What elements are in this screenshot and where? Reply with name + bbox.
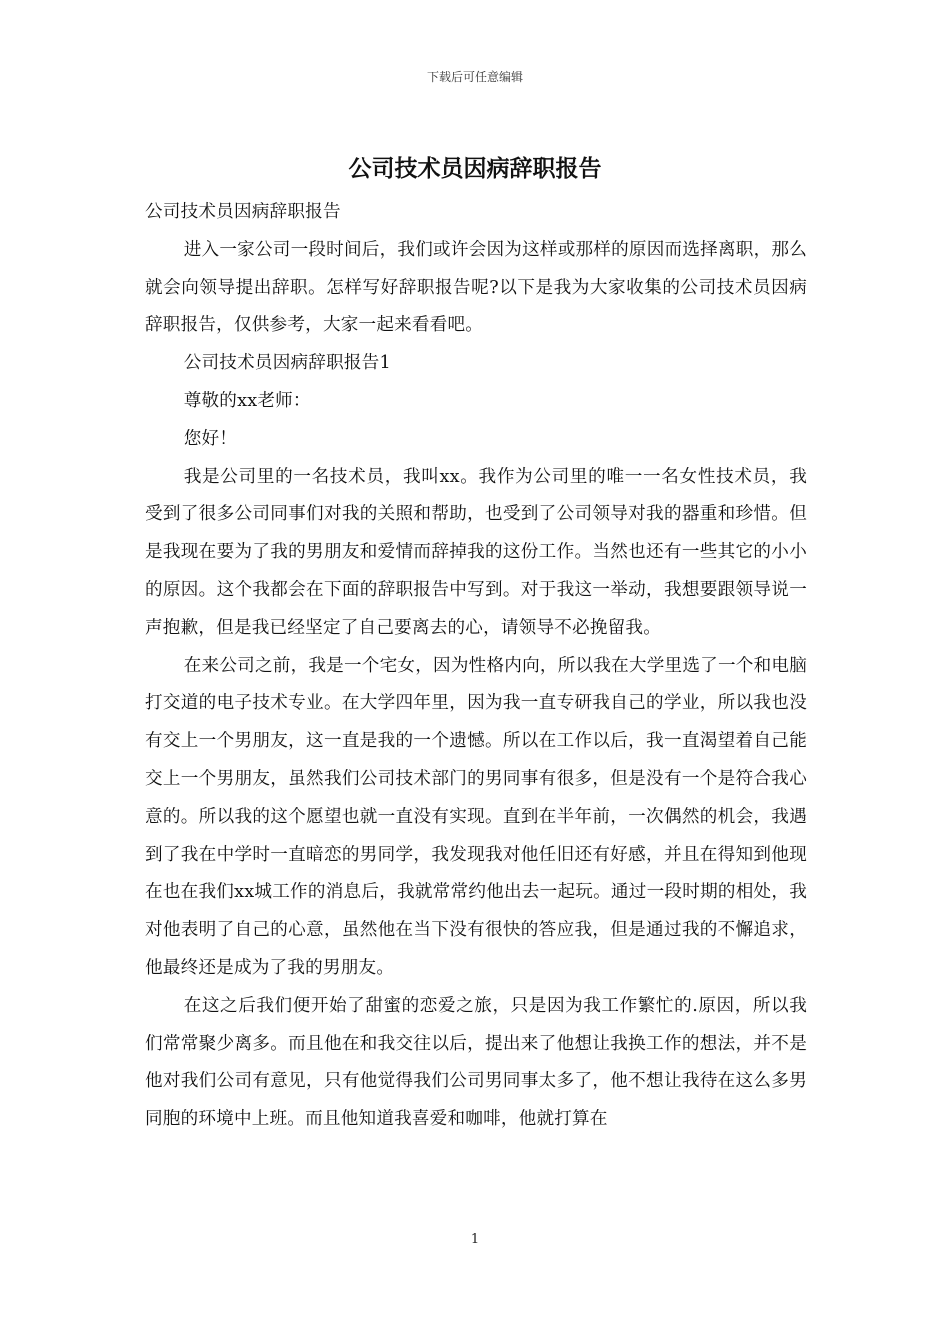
page-header-note: 下载后可任意编辑 bbox=[426, 70, 523, 84]
intro-paragraph: 进入一家公司一段时间后，我们或许会因为这样或那样的原因而选择离职，那么就会向领导提出辞职。怎样写好辞职报告呢?以下是我为大家收集的公司技术员因病辞职报告，仅供参考，大家一起来看看吧。 bbox=[145, 239, 807, 336]
document-title: 公司技术员因病辞职报告 bbox=[348, 155, 602, 182]
body-paragraph: 我是公司里的一名技术员，我叫xx。我作为公司里的唯一一名女性技术员，我受到了很多公司同事们对我的关照和帮助，也受到了公司领导对我的器重和珍惜。但是我现在要为了我的男朋友和爱情而辞掉我的这份工作。当然也还有一些其它的小小的原因。这个我都会在下面的辞职报告中写到。对于我这一举动，我想要跟领导说一声抱歉，但是我已经坚定了自己要离去的心，请领导不必挽留我。 bbox=[145, 466, 807, 638]
greeting: 您好！ bbox=[183, 428, 238, 449]
subtitle-paragraph: 公司技术员因病辞职报告 bbox=[145, 202, 341, 222]
body-paragraph: 在来公司之前，我是一个宅女，因为性格内向，所以我在大学里选了一个和电脑打交道的电子技术专业。在大学四年里，因为我一直专研我自己的学业，所以我也没有交上一个男朋友，这一直是我的一个遗憾。所以在工作以后，我一直渴望着自己能交上一个男朋友，虽然我们公司技术部门的男同事有很多，但是没有一个是符合我心意的。所以我的这个愿望也就一直没有实现。直到在半年前，一次偶然的机会，我遇到了我在中学时一直暗恋的男同学，我发现我对他任旧还有好感，并且在得知到他现在也在我们xx城工作的消息后，我就常常约他出去一起玩。通过一段时期的相处，我对他表明了自己的心意，虽然他在当下没有很快的答应我，但是通过我的不懈追求，他最终还是成为了我的男朋友。 bbox=[145, 655, 807, 978]
page-number: 1 bbox=[470, 1232, 480, 1247]
section-heading: 公司技术员因病辞职报告1 bbox=[183, 353, 391, 374]
document-body bbox=[145, 194, 807, 1139]
salutation: 尊敬的xx老师： bbox=[183, 390, 311, 411]
body-paragraph: 在这之后我们便开始了甜蜜的恋爱之旅，只是因为我工作繁忙的.原因，所以我们常常聚少离多。而且他在和我交往以后，提出来了他想让我换工作的想法，并不是他对我们公司有意见，只有他觉得我们公司男同事太多了，他不想让我待在这么多男同胞的环境中上班。而且他知道我喜爱和咖啡，他就打算在 bbox=[145, 995, 807, 1130]
